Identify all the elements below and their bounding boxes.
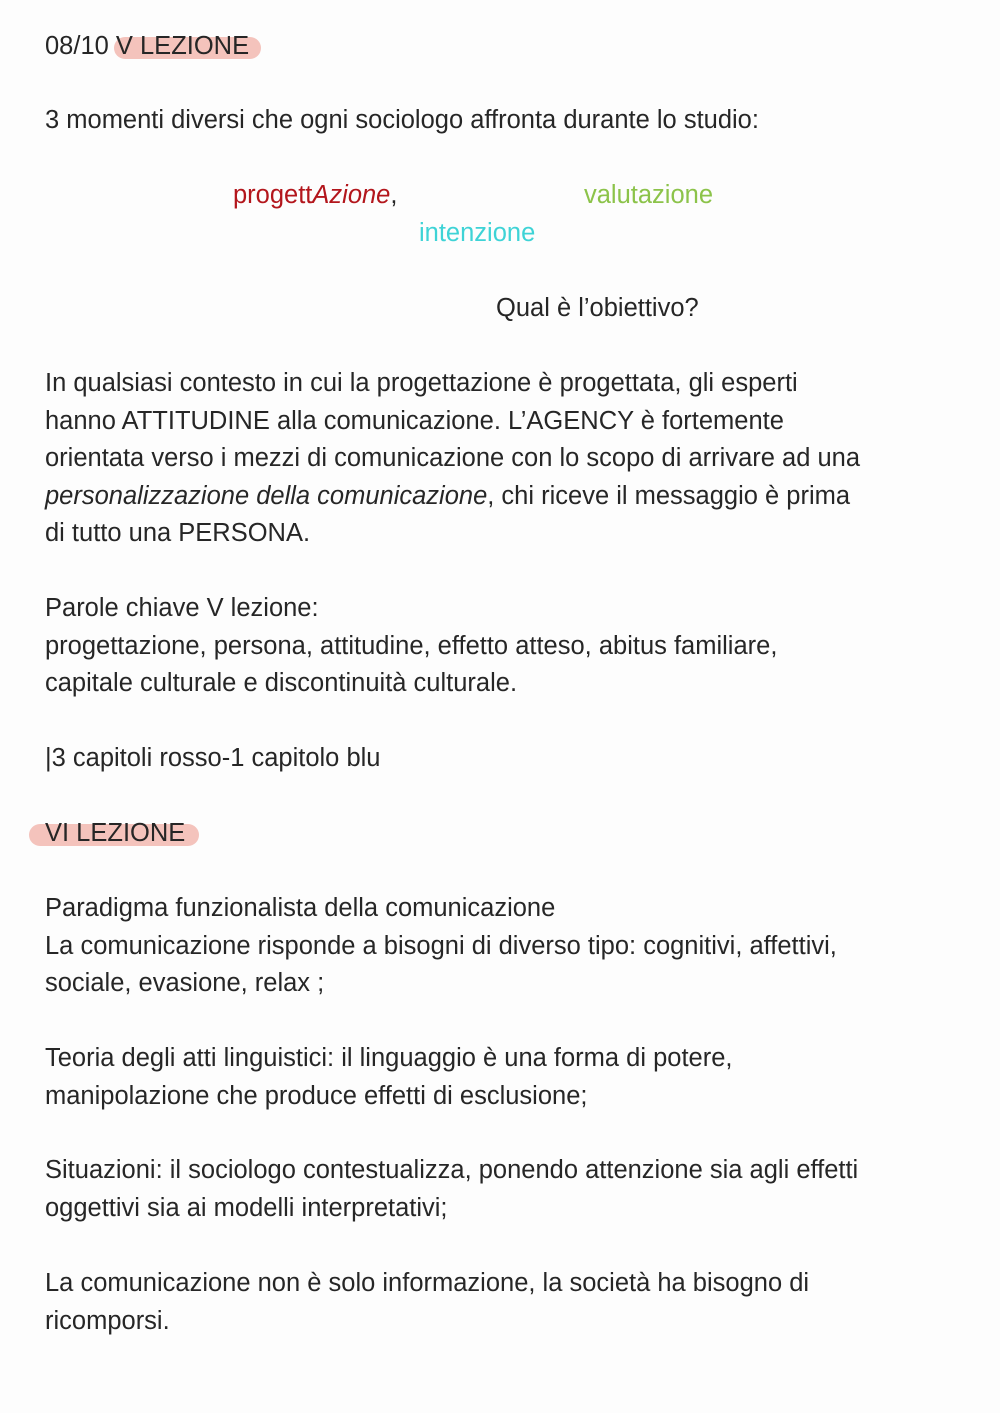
moment-valutazione: valutazione xyxy=(584,181,714,209)
paradigm-title: Paradigma funzionalista della comunicazione xyxy=(45,894,556,922)
lesson-5-title-highlight xyxy=(116,28,249,66)
intro-line: 3 momenti diversi che ogni sociologo affronta durante lo studio: xyxy=(45,106,759,134)
keywords-title: Parole chiave V lezione: xyxy=(45,594,319,622)
paragraph-line: In qualsiasi contesto in cui la progettazione è progettata, gli esperti xyxy=(45,369,798,397)
paragraph-line: orientata verso i mezzi di comunicazione con lo scopo di arrivare ad una xyxy=(45,444,861,472)
moment-progettazione xyxy=(233,177,397,215)
paragraph-line-rest: , chi riceve il messaggio è prima xyxy=(487,481,851,510)
progettazione-prefix: progett xyxy=(233,181,313,209)
moment-intenzione: intenzione xyxy=(419,219,536,247)
paradigm-line: La comunicazione risponde a bisogni di diverso tipo: cognitivi, affettivi, xyxy=(45,931,837,960)
paradigm-block xyxy=(45,890,965,1003)
lesson-date: 08/10 xyxy=(45,32,109,60)
conclusion-line: La comunicazione non è solo informazione, la società ha bisogno di xyxy=(45,1269,810,1297)
speech-acts-block xyxy=(45,1040,965,1115)
agency-paragraph xyxy=(45,365,965,553)
lesson-6-title: VI LEZIONE xyxy=(45,819,186,847)
speech-acts-line: manipolazione che produce effetti di esclusione; xyxy=(45,1081,588,1110)
lesson-6-title-highlight xyxy=(45,815,185,853)
progettazione-suffix: Azione xyxy=(312,181,391,209)
situations-line: oggettivi sia ai modelli interpretativi; xyxy=(45,1193,448,1222)
conclusion-line: ricomporsi. xyxy=(45,1306,170,1335)
situations-line: Situazioni: il sociologo contestualizza, ponendo attenzione sia agli effetti xyxy=(45,1156,859,1184)
paragraph-line xyxy=(45,478,965,516)
progettazione-comma: , xyxy=(390,181,398,209)
lesson-5-title: V LEZIONE xyxy=(115,32,250,60)
objective-question: Qual è l’obiettivo? xyxy=(496,294,699,322)
lesson-6-heading xyxy=(45,815,185,853)
chapters-note: |3 capitoli rosso-1 capitolo blu xyxy=(45,744,381,772)
paragraph-line: di tutto una PERSONA. xyxy=(45,519,311,547)
keywords-line: progettazione, persona, attitudine, effetto atteso, abitus familiare, xyxy=(45,631,778,660)
keywords-line: capitale culturale e discontinuità culturale. xyxy=(45,669,518,697)
keywords-block xyxy=(45,590,965,703)
speech-acts-line: Teoria degli atti linguistici: il linguaggio è una forma di potere, xyxy=(45,1044,733,1072)
conclusion-block xyxy=(45,1265,965,1340)
situations-block xyxy=(45,1152,965,1227)
paradigm-line: sociale, evasione, relax ; xyxy=(45,969,325,997)
paragraph-line: hanno ATTITUDINE alla comunicazione. L’AGENCY è fortemente xyxy=(45,406,784,435)
lesson-5-heading xyxy=(45,28,249,66)
personalization-emphasis: personalizzazione della comunicazione xyxy=(45,481,488,510)
